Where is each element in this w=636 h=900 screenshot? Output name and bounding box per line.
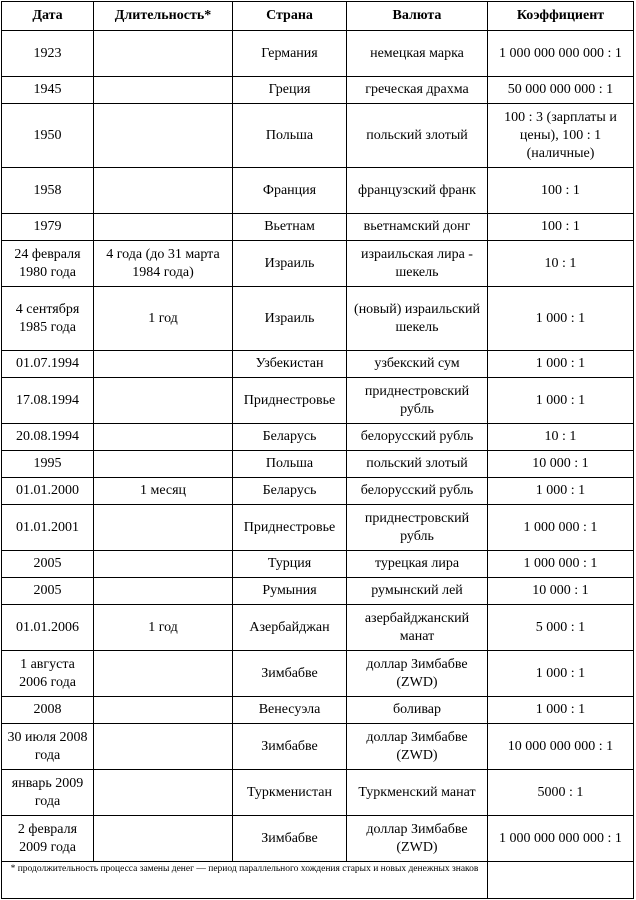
cell-date: 2005 bbox=[2, 578, 94, 605]
cell-coefficient: 1 000 000 : 1 bbox=[488, 551, 634, 578]
footnote-blank-cell bbox=[488, 862, 634, 899]
cell-date: 1923 bbox=[2, 31, 94, 77]
cell-currency: (новый) израильский шекель bbox=[347, 287, 488, 351]
cell-duration: 1 год bbox=[94, 287, 233, 351]
cell-date: 1979 bbox=[2, 214, 94, 241]
cell-duration bbox=[94, 378, 233, 424]
cell-currency: французский франк bbox=[347, 168, 488, 214]
cell-coefficient: 1 000 : 1 bbox=[488, 478, 634, 505]
table-row bbox=[2, 77, 634, 104]
cell-duration bbox=[94, 770, 233, 816]
cell-coefficient: 1 000 : 1 bbox=[488, 351, 634, 378]
table-row bbox=[2, 770, 634, 816]
cell-currency: вьетнамский донг bbox=[347, 214, 488, 241]
cell-duration bbox=[94, 651, 233, 697]
cell-country: Израиль bbox=[233, 241, 347, 287]
cell-coefficient: 1 000 : 1 bbox=[488, 378, 634, 424]
table-row bbox=[2, 424, 634, 451]
cell-country: Израиль bbox=[233, 287, 347, 351]
table-row bbox=[2, 104, 634, 168]
cell-country: Греция bbox=[233, 77, 347, 104]
cell-currency: боливар bbox=[347, 697, 488, 724]
cell-duration bbox=[94, 505, 233, 551]
table-body bbox=[2, 31, 634, 862]
cell-country: Турция bbox=[233, 551, 347, 578]
cell-currency: доллар Зимбабве (ZWD) bbox=[347, 816, 488, 862]
cell-coefficient: 50 000 000 000 : 1 bbox=[488, 77, 634, 104]
cell-coefficient: 100 : 3 (зарплаты и цены), 100 : 1 (наличные) bbox=[488, 104, 634, 168]
cell-date: 01.01.2006 bbox=[2, 605, 94, 651]
cell-duration bbox=[94, 424, 233, 451]
cell-currency: приднестровский рубль bbox=[347, 505, 488, 551]
cell-coefficient: 1 000 000 : 1 bbox=[488, 505, 634, 551]
cell-currency: немецкая марка bbox=[347, 31, 488, 77]
cell-currency: греческая драхма bbox=[347, 77, 488, 104]
cell-coefficient: 1 000 000 000 000 : 1 bbox=[488, 31, 634, 77]
cell-duration bbox=[94, 351, 233, 378]
table-row bbox=[2, 551, 634, 578]
table-row bbox=[2, 214, 634, 241]
cell-duration bbox=[94, 214, 233, 241]
cell-country: Приднестровье bbox=[233, 505, 347, 551]
cell-duration: 4 года (до 31 марта 1984 года) bbox=[94, 241, 233, 287]
cell-date: 1945 bbox=[2, 77, 94, 104]
cell-currency: узбекский сум bbox=[347, 351, 488, 378]
cell-date: 30 июля 2008 года bbox=[2, 724, 94, 770]
cell-currency: турецкая лира bbox=[347, 551, 488, 578]
cell-date: 2008 bbox=[2, 697, 94, 724]
cell-date: 2 февраля 2009 года bbox=[2, 816, 94, 862]
cell-currency: доллар Зимбабве (ZWD) bbox=[347, 724, 488, 770]
table-row bbox=[2, 31, 634, 77]
table-row bbox=[2, 351, 634, 378]
cell-country: Польша bbox=[233, 451, 347, 478]
cell-coefficient: 5000 : 1 bbox=[488, 770, 634, 816]
cell-country: Зимбабве bbox=[233, 816, 347, 862]
cell-currency: польский злотый bbox=[347, 104, 488, 168]
cell-currency: приднестровский рубль bbox=[347, 378, 488, 424]
cell-coefficient: 1 000 : 1 bbox=[488, 287, 634, 351]
cell-country: Зимбабве bbox=[233, 724, 347, 770]
cell-country: Польша bbox=[233, 104, 347, 168]
table-row bbox=[2, 578, 634, 605]
cell-date: 4 сентября 1985 года bbox=[2, 287, 94, 351]
cell-duration bbox=[94, 816, 233, 862]
cell-date: 1950 bbox=[2, 104, 94, 168]
table-row bbox=[2, 241, 634, 287]
cell-coefficient: 10 000 : 1 bbox=[488, 451, 634, 478]
cell-currency: белорусский рубль bbox=[347, 424, 488, 451]
cell-country: Венесуэла bbox=[233, 697, 347, 724]
redenomination-table bbox=[1, 1, 634, 899]
table-row bbox=[2, 451, 634, 478]
cell-currency: израильская лира - шекель bbox=[347, 241, 488, 287]
table-row bbox=[2, 651, 634, 697]
cell-country: Вьетнам bbox=[233, 214, 347, 241]
cell-duration bbox=[94, 551, 233, 578]
cell-coefficient: 10 : 1 bbox=[488, 241, 634, 287]
cell-duration bbox=[94, 578, 233, 605]
cell-date: 1 августа 2006 года bbox=[2, 651, 94, 697]
cell-duration bbox=[94, 168, 233, 214]
cell-country: Румыния bbox=[233, 578, 347, 605]
cell-coefficient: 10 000 : 1 bbox=[488, 578, 634, 605]
header-currency: Валюта bbox=[347, 2, 488, 31]
cell-country: Приднестровье bbox=[233, 378, 347, 424]
cell-country: Беларусь bbox=[233, 478, 347, 505]
header-date: Дата bbox=[2, 2, 94, 31]
table-row bbox=[2, 816, 634, 862]
cell-coefficient: 10 000 000 000 : 1 bbox=[488, 724, 634, 770]
table-row bbox=[2, 505, 634, 551]
cell-currency: польский злотый bbox=[347, 451, 488, 478]
cell-country: Туркменистан bbox=[233, 770, 347, 816]
cell-duration: 1 месяц bbox=[94, 478, 233, 505]
cell-duration bbox=[94, 697, 233, 724]
table-row bbox=[2, 378, 634, 424]
cell-duration bbox=[94, 31, 233, 77]
cell-date: 01.01.2001 bbox=[2, 505, 94, 551]
header-duration: Длительность* bbox=[94, 2, 233, 31]
table-row bbox=[2, 478, 634, 505]
table-row bbox=[2, 605, 634, 651]
cell-currency: белорусский рубль bbox=[347, 478, 488, 505]
cell-currency: азербайджанский манат bbox=[347, 605, 488, 651]
cell-duration bbox=[94, 724, 233, 770]
cell-coefficient: 5 000 : 1 bbox=[488, 605, 634, 651]
cell-currency: румынский лей bbox=[347, 578, 488, 605]
table-row bbox=[2, 697, 634, 724]
cell-coefficient: 10 : 1 bbox=[488, 424, 634, 451]
cell-coefficient: 1 000 000 000 000 : 1 bbox=[488, 816, 634, 862]
cell-duration bbox=[94, 77, 233, 104]
cell-date: 1995 bbox=[2, 451, 94, 478]
cell-date: 2005 bbox=[2, 551, 94, 578]
cell-date: 20.08.1994 bbox=[2, 424, 94, 451]
cell-date: январь 2009 года bbox=[2, 770, 94, 816]
header-row bbox=[2, 2, 634, 31]
cell-country: Азербайджан bbox=[233, 605, 347, 651]
header-coefficient: Коэффициент bbox=[488, 2, 634, 31]
footnote: * продолжительность процесса замены денег — период параллельного хождения старых и новых денежных знаков bbox=[2, 862, 488, 899]
table-row bbox=[2, 287, 634, 351]
cell-coefficient: 100 : 1 bbox=[488, 214, 634, 241]
cell-coefficient: 1 000 : 1 bbox=[488, 697, 634, 724]
table-row bbox=[2, 168, 634, 214]
table-row bbox=[2, 724, 634, 770]
cell-date: 17.08.1994 bbox=[2, 378, 94, 424]
header-country: Страна bbox=[233, 2, 347, 31]
cell-duration bbox=[94, 451, 233, 478]
cell-coefficient: 1 000 : 1 bbox=[488, 651, 634, 697]
cell-date: 1958 bbox=[2, 168, 94, 214]
cell-country: Беларусь bbox=[233, 424, 347, 451]
cell-duration: 1 год bbox=[94, 605, 233, 651]
footnote-row bbox=[2, 862, 634, 899]
cell-currency: доллар Зимбабве (ZWD) bbox=[347, 651, 488, 697]
cell-country: Узбекистан bbox=[233, 351, 347, 378]
cell-country: Зимбабве bbox=[233, 651, 347, 697]
cell-date: 01.01.2000 bbox=[2, 478, 94, 505]
cell-currency: Туркменский манат bbox=[347, 770, 488, 816]
cell-country: Германия bbox=[233, 31, 347, 77]
cell-coefficient: 100 : 1 bbox=[488, 168, 634, 214]
cell-date: 01.07.1994 bbox=[2, 351, 94, 378]
cell-country: Франция bbox=[233, 168, 347, 214]
cell-duration bbox=[94, 104, 233, 168]
cell-date: 24 февраля 1980 года bbox=[2, 241, 94, 287]
